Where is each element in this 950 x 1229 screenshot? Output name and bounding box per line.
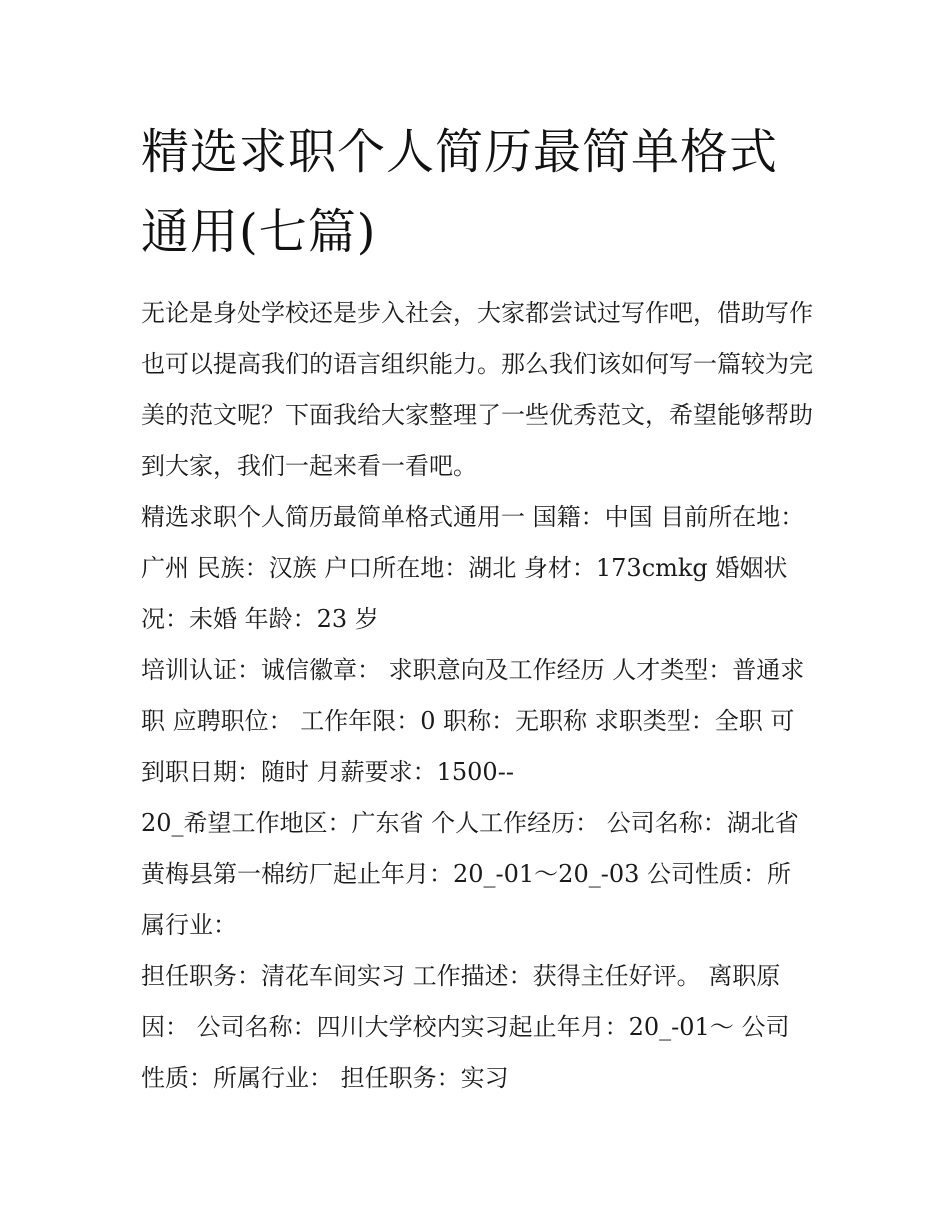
job-intention-paragraph: 培训认证：诚信徽章： 求职意向及工作经历 人才类型：普通求职 应聘职位： 工作年限：0 职称：无职称 求职类型：全职 可到职日期：随时 月薪要求：1500--	[141, 656, 805, 786]
position-paragraph: 担任职务：清花车间实习 工作描述：获得主任好评。 离职原因： 公司名称：四川大学校内实习起止年月：20_-01～ 公司性质：所属行业： 担任职务：实习	[141, 962, 790, 1092]
intro-paragraph: 无论是身处学校还是步入社会，大家都尝试过写作吧，借助写作也可以提高我们的语言组织能力。那么我们该如何写一篇较为完美的范文呢？下面我给大家整理了一些优秀范文，希望能够帮助到大家，我们一起来看一看吧。	[141, 299, 813, 480]
document-title: 精选求职个人简历最简单格式通用(七篇)	[141, 124, 779, 260]
work-experience-paragraph: 20_希望工作地区：广东省 个人工作经历： 公司名称：湖北省黄梅县第一棉纺厂起止年月：20_-01～20_-03 公司性质：所属行业：	[141, 809, 799, 939]
document-page	[141, 112, 813, 1104]
document-body	[141, 288, 813, 1104]
personal-info-paragraph: 精选求职个人简历最简单格式通用一 国籍：中国 目前所在地：广州 民族：汉族 户口所在地：湖北 身材：173cmkg 婚姻状况：未婚 年龄：23 岁	[141, 503, 805, 633]
